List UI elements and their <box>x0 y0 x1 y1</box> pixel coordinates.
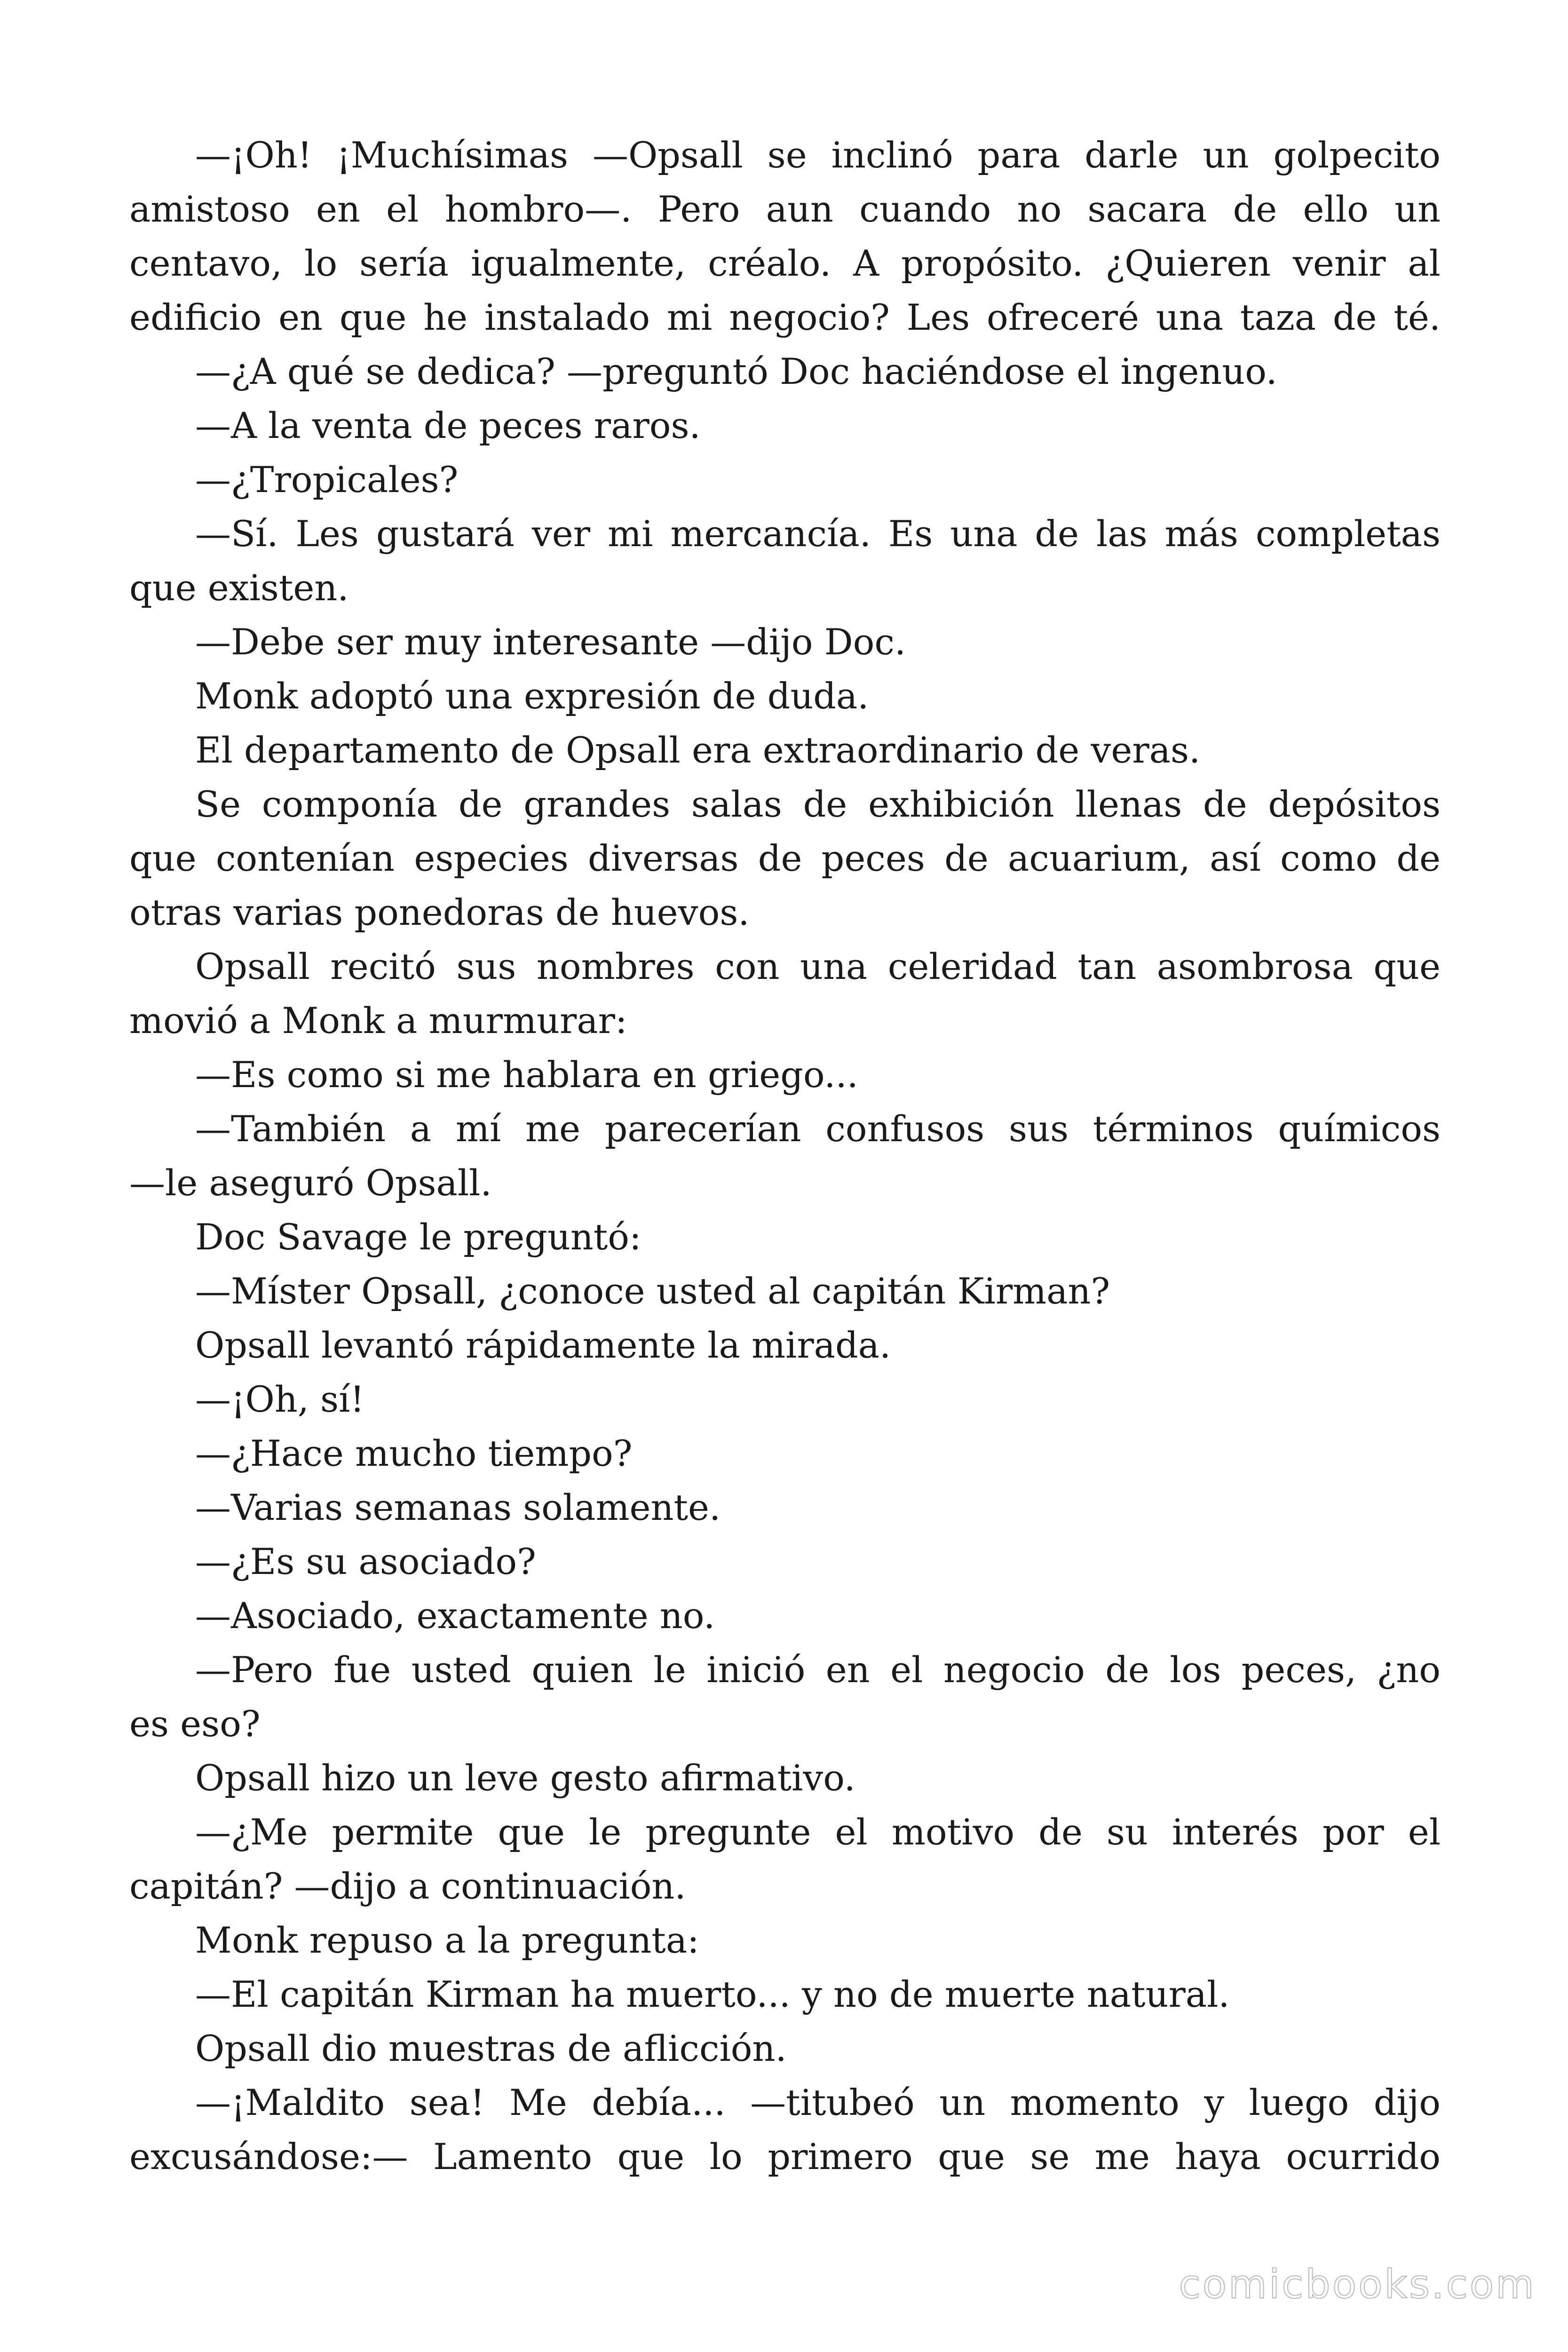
text-line: —le aseguró Opsall. <box>129 1162 492 1204</box>
book-page-text <box>129 128 1441 2184</box>
text-line: Opsall recitó sus nombres con una celeridad tan asombrosa que <box>195 946 1441 987</box>
text-line: es eso? <box>129 1703 261 1745</box>
text-line: Doc Savage le preguntó: <box>195 1216 641 1258</box>
watermark: comicbooks.com <box>1179 2261 1536 2307</box>
text-line: —Pero fue usted quien le inició en el negocio de los peces, ¿no <box>195 1649 1441 1691</box>
text-line: —Es como si me hablara en griego... <box>195 1054 858 1096</box>
text-line: amistoso en el hombro—. Pero aun cuando no sacara de ello un <box>129 188 1441 230</box>
text-line: —¿Hace mucho tiempo? <box>195 1432 633 1474</box>
text-line: —Varias semanas solamente. <box>195 1486 721 1528</box>
text-line: —¿Tropicales? <box>195 459 459 501</box>
text-line: —¡Oh, sí! <box>195 1378 364 1420</box>
text-line: otras varias ponedoras de huevos. <box>129 891 750 933</box>
text-line: El departamento de Opsall era extraordinario de veras. <box>195 729 1201 771</box>
text-line: edificio en que he instalado mi negocio? Les ofreceré una taza de té. <box>129 296 1441 338</box>
text-line: —¿Es su asociado? <box>195 1541 536 1582</box>
text-line: Opsall hizo un leve gesto afirmativo. <box>195 1757 855 1799</box>
text-line: excusándose:— Lamento que lo primero que se me haya ocurrido <box>129 2136 1441 2177</box>
text-line: Opsall dio muestras de aflicción. <box>195 2027 787 2069</box>
text-line: —¡Oh! ¡Muchísimas —Opsall se inclinó para darle un golpecito <box>195 134 1441 176</box>
text-line: —Míster Opsall, ¿conoce usted al capitán Kirman? <box>195 1270 1110 1312</box>
text-line: Monk repuso a la pregunta: <box>195 1919 699 1961</box>
text-line: —Asociado, exactamente no. <box>195 1595 715 1637</box>
text-line: —A la venta de peces raros. <box>195 405 701 446</box>
text-line: que contenían especies diversas de peces de acuarium, así como de <box>129 837 1441 879</box>
text-line: Se componía de grandes salas de exhibición llenas de depósitos <box>195 783 1441 825</box>
text-line: —Sí. Les gustará ver mi mercancía. Es una de las más completas <box>195 513 1441 555</box>
text-line: —¡Maldito sea! Me debía... —titubeó un momento y luego dijo <box>195 2082 1441 2123</box>
text-line: —¿A qué se dedica? —preguntó Doc haciéndose el ingenuo. <box>195 350 1277 392</box>
text-line: —El capitán Kirman ha muerto... y no de muerte natural. <box>195 1973 1230 2015</box>
text-line: —¿Me permite que le pregunte el motivo de su interés por el <box>195 1811 1441 1853</box>
text-line: —Debe ser muy interesante —dijo Doc. <box>195 621 906 663</box>
text-line: —También a mí me parecerían confusos sus términos químicos <box>195 1108 1441 1150</box>
text-line: centavo, lo sería igualmente, créalo. A propósito. ¿Quieren venir al <box>129 242 1441 284</box>
text-line: que existen. <box>129 567 349 609</box>
text-line: capitán? —dijo a continuación. <box>129 1865 686 1907</box>
text-line: Monk adoptó una expresión de duda. <box>195 675 869 717</box>
text-line: movió a Monk a murmurar: <box>129 1000 627 1041</box>
text-line: Opsall levantó rápidamente la mirada. <box>195 1324 891 1366</box>
